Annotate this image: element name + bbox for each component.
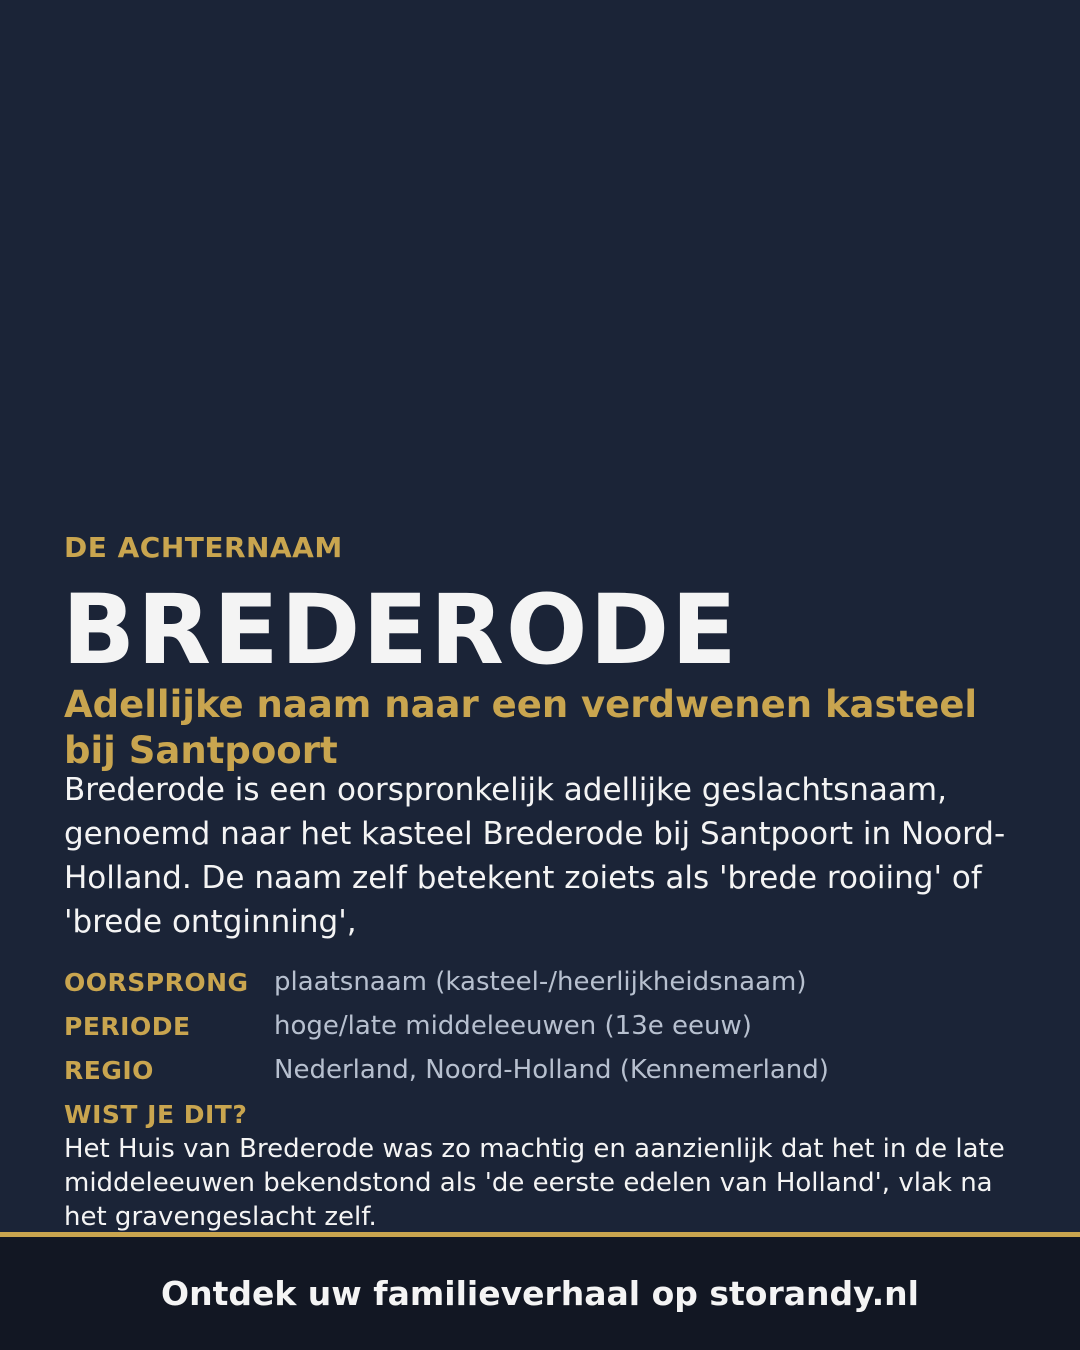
fact-value: plaatsnaam (kasteel-/heerlijkheidsnaam) [274,967,807,997]
footer-cta-link[interactable]: Ontdek uw familieverhaal op storandy.nl [161,1274,919,1313]
intro-paragraph: Brederode is een oorspronkelijk adellijke geslachtsnaam, genoemd naar het kasteel Brederode bij Santpoort in Noord-Holland. De naam zelf betekent zoiets als 'brede rooiing' of 'brede ontginning', [64,772,1006,940]
did-you-know-label: WIST JE DIT? [64,1100,248,1129]
fact-label: OORSPRONG [64,967,249,997]
did-you-know-text: Het Huis van Brederode was zo machtig en aanzienlijk dat het in de late middeleeuwen bekendstond als 'de eerste edelen van Holland', vlak na het gravengeslacht zelf. [64,1134,1005,1232]
eyebrow-label: DE ACHTERNAAM [64,531,343,564]
fact-value: Nederland, Noord-Holland (Kennemerland) [274,1055,829,1085]
fact-label: REGIO [64,1055,154,1085]
fact-row-period [64,1004,1024,1048]
fact-label: PERIODE [64,1011,191,1041]
surname-subtitle: Adellijke naam naar een verdwenen kasteel bij Santpoort [64,683,978,772]
fact-value: hoge/late middeleeuwen (13e eeuw) [274,1011,752,1041]
fact-row-origin [64,960,1024,1004]
fact-row-region [64,1048,1024,1092]
surname-title: BREDERODE [62,574,739,686]
footer-bar [0,1237,1080,1350]
facts-list [64,960,1024,1092]
